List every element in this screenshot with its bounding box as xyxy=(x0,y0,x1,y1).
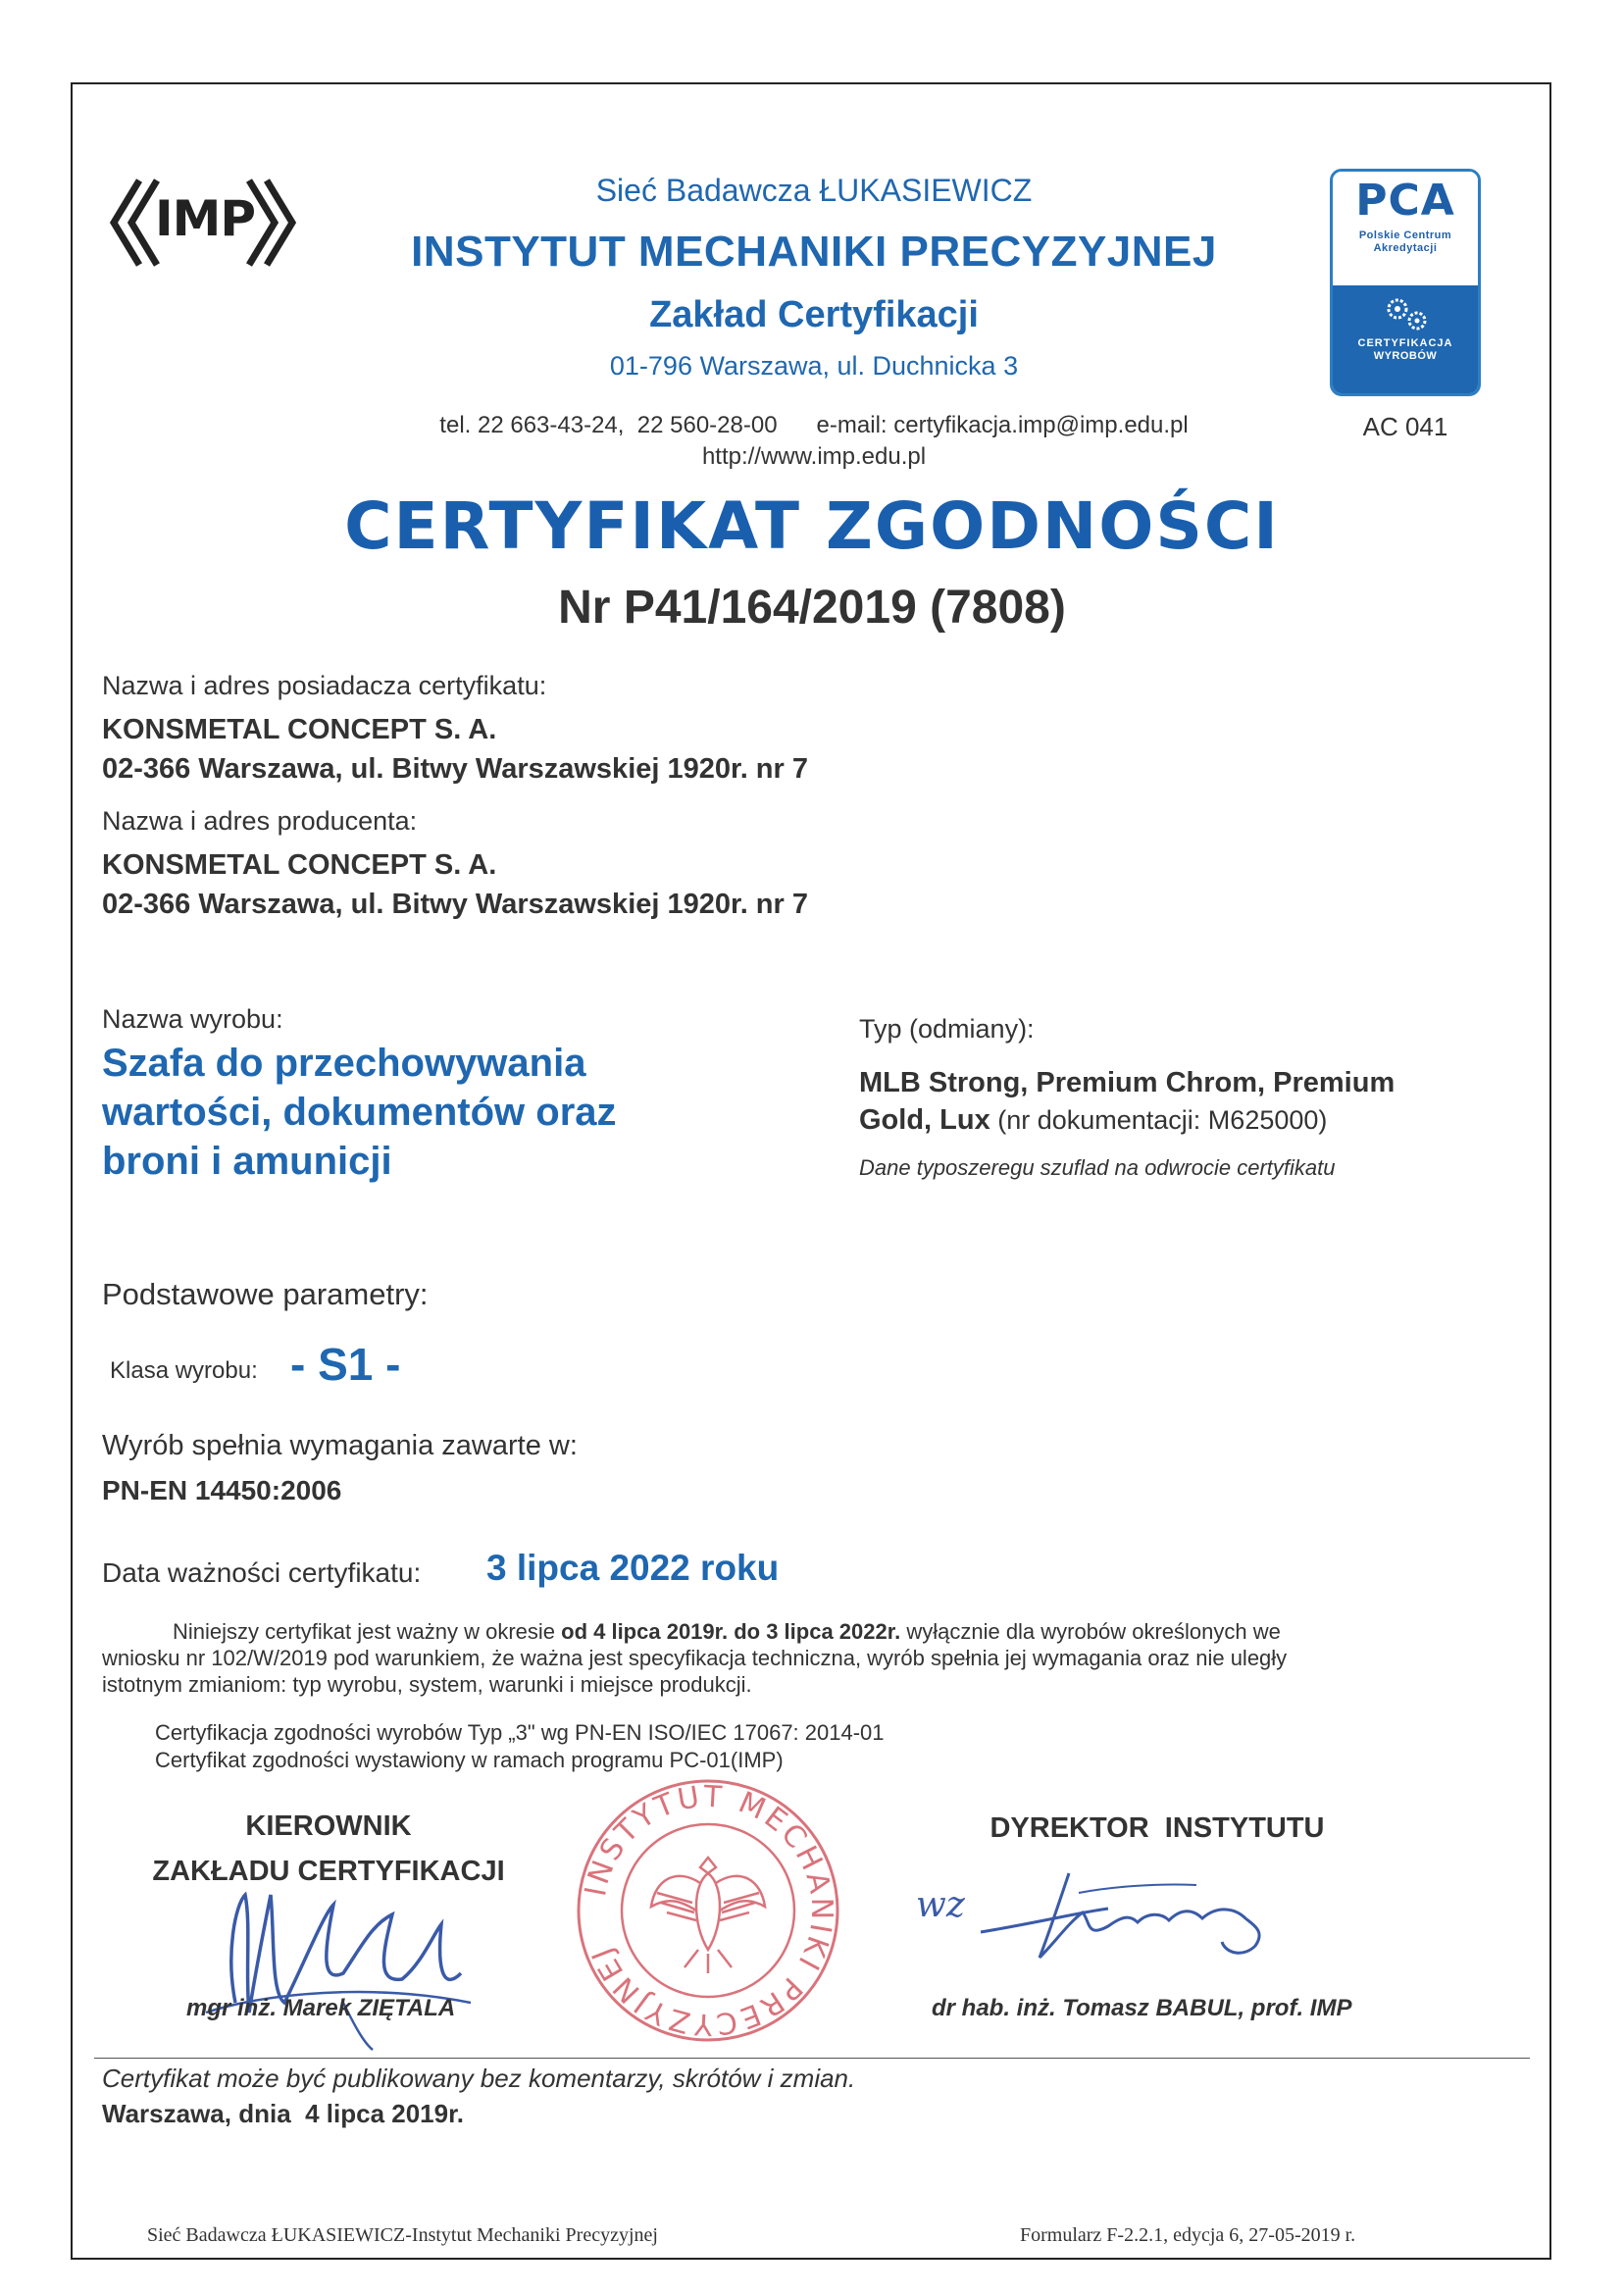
imp-logo-text: IMP xyxy=(155,190,256,247)
validity-date: 3 lipca 2022 roku xyxy=(486,1548,780,1588)
validity-paragraph xyxy=(102,1618,1524,1698)
institute-address: 01-796 Warszawa, ul. Duchnicka 3 xyxy=(609,351,1019,381)
issue-place-date: Warszawa, dnia 4 lipca 2019r. xyxy=(102,2099,465,2128)
holder-label: Nazwa i adres posiadacza certyfikatu: xyxy=(102,671,547,700)
official-stamp xyxy=(575,1777,841,2044)
page-footer-right: Formularz F-2.2.1, edycja 6, 27-05-2019 r. xyxy=(1020,2224,1356,2246)
pca-cert-1: CERTYFIKACJA xyxy=(1357,337,1453,349)
type-note: Dane typoszeregu szuflad na odwrocie certyfikatu xyxy=(859,1155,1336,1180)
class-label: Klasa wyrobu: xyxy=(110,1357,258,1384)
network-name: Sieć Badawcza ŁUKASIEWICZ xyxy=(595,173,1033,208)
pca-cert-2: WYROBÓW xyxy=(1373,350,1438,362)
certification-program-line: Certyfikat zgodności wystawiony w ramach programu PC-01(IMP) xyxy=(155,1748,784,1772)
stamp-text: INSTYTUT MECHANIKI PRECYZYJNEJ xyxy=(579,1779,839,2042)
type-line-2 xyxy=(859,1104,1327,1137)
type-label: Typ (odmiany): xyxy=(859,1014,1035,1044)
contact-line: tel. 22 663-43-24, 22 560-28-00 e-mail: certyfikacja.imp@imp.edu.pl xyxy=(439,412,1189,438)
left-signature xyxy=(177,1856,481,2052)
validity-paragraph-line-1 xyxy=(102,1618,1524,1645)
validity-paragraph-line-2: wniosku nr 102/W/2019 pod warunkiem, że ważna jest specyfikacja techniczna, wyrób spełnia jej wymagania oraz nie uległy xyxy=(102,1646,1288,1670)
producer-address: 02-366 Warszawa, ul. Bitwy Warszawskiej 1920r. nr 7 xyxy=(102,889,808,920)
validity-period: od 4 lipca 2019r. do 3 lipca 2022r. xyxy=(561,1619,901,1644)
svg-text:INSTYTUT MECHANIKI PRECYZYJNEJ xyxy=(579,1780,838,2042)
producer-name: KONSMETAL CONCEPT S. A. xyxy=(102,849,497,881)
pca-number: AC 041 xyxy=(1362,412,1448,441)
requirements-label: Wyrób spełnia wymagania zawarte w: xyxy=(102,1430,578,1461)
validity-paragraph-text-a: Niniejszy certyfikat jest ważny w okresie xyxy=(173,1619,562,1644)
product-name-line-3: broni i amunicji xyxy=(102,1140,392,1183)
certificate-number: Nr P41/164/2019 (7808) xyxy=(558,582,1066,634)
validity-paragraph-text-c: wyłącznie dla wyrobów określonych we xyxy=(900,1619,1281,1644)
right-signature xyxy=(961,1863,1314,1971)
left-signatory-title-2: ZAKŁADU CERTYFIKACJI xyxy=(152,1856,505,1887)
pca-accreditation-badge xyxy=(1330,169,1481,396)
footer-divider xyxy=(94,2058,1530,2059)
product-label: Nazwa wyrobu: xyxy=(102,1004,283,1034)
pca-title: PCA xyxy=(1355,176,1455,226)
holder-address: 02-366 Warszawa, ul. Bitwy Warszawskiej 1920r. nr 7 xyxy=(102,753,808,785)
holder-name: KONSMETAL CONCEPT S. A. xyxy=(102,714,497,745)
type-line-2-bold: Gold, Lux xyxy=(859,1104,990,1136)
page-footer-left: Sieć Badawcza ŁUKASIEWICZ-Instytut Mechaniki Precyzyjnej xyxy=(147,2224,658,2246)
params-label: Podstawowe parametry: xyxy=(102,1277,429,1311)
department-name: Zakład Certyfikacji xyxy=(649,294,979,335)
right-signatory-name: dr hab. inż. Tomasz BABUL, prof. IMP xyxy=(932,1995,1352,2021)
publication-note: Certyfikat może być publikowany bez komentarzy, skrótów i zmian. xyxy=(102,2064,856,2093)
validity-paragraph-line-3: istotnym zmianiom: typ wyrobu, system, warunki i miejsce produkcji. xyxy=(102,1672,752,1697)
type-line-1: MLB Strong, Premium Chrom, Premium xyxy=(859,1067,1396,1098)
requirements-standard: PN-EN 14450:2006 xyxy=(102,1475,342,1505)
certificate-title: CERTYFIKAT ZGODNOŚCI xyxy=(344,488,1280,564)
certification-type-line: Certyfikacja zgodności wyrobów Typ „3" wg PN-EN ISO/IEC 17067: 2014-01 xyxy=(155,1720,885,1745)
pca-subtitle-1: Polskie Centrum xyxy=(1358,229,1452,241)
gears-icon xyxy=(1378,293,1437,334)
producer-label: Nazwa i adres producenta: xyxy=(102,806,418,836)
right-signatory-title: DYREKTOR INSTYTUTU xyxy=(990,1812,1325,1844)
right-signature-prefix: wz xyxy=(916,1885,965,1925)
website-link[interactable]: http://www.imp.edu.pl xyxy=(701,443,927,470)
eagle-emblem-icon xyxy=(651,1858,765,1973)
institute-name: INSTYTUT MECHANIKI PRECYZYJNEJ xyxy=(411,228,1217,276)
pca-subtitle-2: Akredytacji xyxy=(1373,242,1438,254)
left-signatory-name: mgr inż. Marek ZIĘTALA xyxy=(186,1995,456,2021)
product-name-line-2: wartości, dokumentów oraz xyxy=(102,1091,617,1134)
left-signatory-title-1: KIEROWNIK xyxy=(245,1810,412,1842)
validity-label: Data ważności certyfikatu: xyxy=(102,1557,422,1588)
product-name-line-1: Szafa do przechowywania xyxy=(102,1042,586,1085)
imp-logo xyxy=(110,169,316,277)
type-line-2-rest: (nr dokumentacji: M625000) xyxy=(990,1105,1328,1135)
class-value: - S1 - xyxy=(290,1339,401,1390)
